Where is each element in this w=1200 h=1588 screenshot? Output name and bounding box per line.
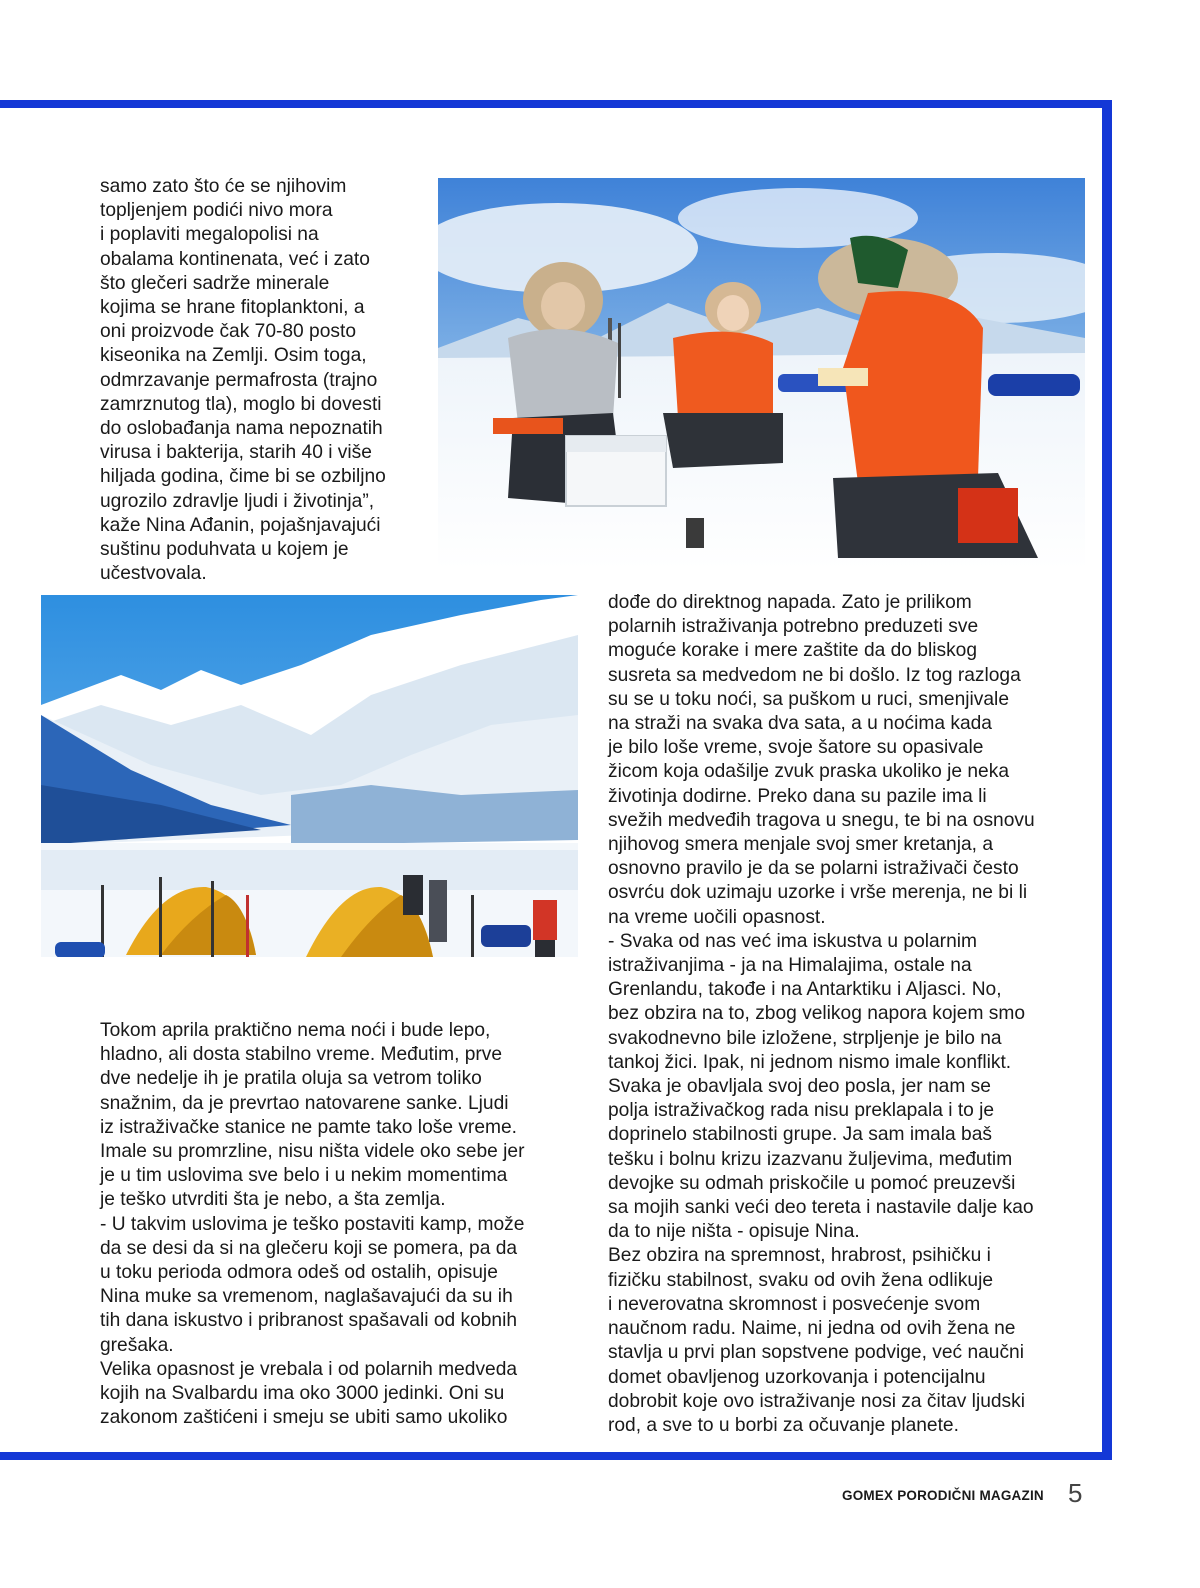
- text-line: Imale su promrzline, nisu ništa videle oko sebe jer: [100, 1141, 525, 1163]
- text-line: dođe do direktnog napada. Zato je prilikom: [608, 592, 972, 613]
- text-line: oni proizvode čak 70-80 posto: [100, 321, 356, 343]
- text-line: Bez obzira na spremnost, hrabrost, psihičku i: [608, 1245, 991, 1267]
- text-line: - Svaka od nas već ima iskustva u polarnim: [608, 930, 977, 952]
- text-line: i neverovatna skromnost i posvećenje svom: [608, 1293, 981, 1315]
- text-line: kojih na Svalbardu ima oko 3000 jedinki. Oni su: [100, 1383, 505, 1405]
- text-line: hladno, ali dosta stabilno vreme. Međutim, prve: [100, 1044, 503, 1066]
- text-line: su se u toku noći, sa puškom u ruci, smenjivale: [608, 688, 1009, 710]
- article-text-intro: [100, 175, 430, 586]
- text-line: do oslobađanja nama nepoznatih: [100, 418, 383, 440]
- text-line: kaže Nina Ađanin, pojašnjavajući: [100, 514, 381, 536]
- text-line: stavlja u prvi plan sopstvene podvige, već naučni: [608, 1342, 1024, 1364]
- text-line: što glečeri sadrže minerale: [100, 272, 330, 294]
- text-line: Tokom aprila praktično nema noći i bude lepo,: [100, 1020, 491, 1041]
- text-line: na straži na svaka dva sata, a u noćima kada: [608, 713, 992, 735]
- text-line: na vreme uočili opasnost.: [608, 906, 826, 928]
- text-line: naučnom radu. Naime, ni jedna od ovih žena ne: [608, 1318, 1016, 1340]
- text-line: devojke su odmah priskočile u pomoć preuzevši: [608, 1172, 1016, 1194]
- text-line: rod, a sve to u borbi za očuvanje planete.: [608, 1414, 959, 1436]
- page-number: 5: [1068, 1478, 1083, 1508]
- blue-frame-right: [1102, 100, 1112, 1460]
- photo-camp-tents-mountains: [41, 595, 578, 1000]
- text-line: i poplaviti megalopolisi na: [100, 224, 319, 246]
- text-line: samo zato što će se njihovim: [100, 176, 347, 197]
- text-line: je u tim uslovima sve belo i u nekim momentima: [100, 1165, 508, 1187]
- text-line: zamrznutog tla), moglo bi dovesti: [100, 393, 382, 415]
- article-text-left-bottom: [100, 1019, 580, 1430]
- text-line: fizičku stabilnost, svaku od ovih žena odlikuje: [608, 1269, 994, 1291]
- text-line: je teško utvrditi šta je nebo, a šta zemlja.: [100, 1189, 446, 1211]
- text-line: je bilo loše vreme, svoje šatore su opasivale: [608, 737, 984, 759]
- photo-researchers-on-ice: [438, 178, 1085, 570]
- text-line: dobrobit koje ovo istraživanje nosi za čitav ljudski: [608, 1390, 1026, 1412]
- blue-frame-top: [0, 100, 1112, 108]
- text-line: dve nedelje ih je pratila oluja sa vetrom toliko: [100, 1068, 482, 1090]
- text-line: u toku perioda odmora odeš od ostalih, opisuje: [100, 1262, 498, 1284]
- text-line: tih dana iskustvo i pribranost spašavali od kobnih: [100, 1310, 518, 1332]
- text-line: obalama kontinenata, već i zato: [100, 248, 370, 270]
- text-line: tankoj žici. Ipak, ni jednom nismo imale konflikt.: [608, 1051, 1012, 1073]
- text-line: polja istraživačkog rada nisu preklapala i to je: [608, 1100, 995, 1122]
- text-line: svežih medveđih tragova u snegu, te bi na osnovu: [608, 809, 1035, 831]
- text-line: osnovno pravilo je da se polarni istraživači često: [608, 858, 1019, 880]
- article-text-right: [608, 591, 1088, 1438]
- text-line: da to nije ništa - opisuje Nina.: [608, 1221, 860, 1243]
- text-line: bez obzira na to, zbog velikog napora kojem smo: [608, 1003, 1026, 1025]
- text-line: iz istraživačke stanice ne pamte tako loše vreme.: [100, 1116, 517, 1138]
- text-line: susreta sa medvedom ne bi došlo. Iz tog razloga: [608, 664, 1021, 686]
- text-line: kojima se hrane fitoplanktoni, a: [100, 297, 365, 319]
- text-line: kiseonika na Zemlji. Osim toga,: [100, 345, 367, 367]
- text-line: učestvovala.: [100, 563, 207, 585]
- text-line: ugrozilo zdravlje ljudi i životinja”,: [100, 490, 375, 512]
- text-line: sa mojih sanki veći deo tereta i nastavile dalje kao: [608, 1197, 1034, 1219]
- text-line: moguće korake i mere zaštite da do bliskog: [608, 640, 978, 662]
- text-line: topljenjem podići nivo mora: [100, 200, 333, 222]
- text-line: istraživanjima - ja na Himalajima, ostale na: [608, 955, 972, 977]
- text-line: njihovog smera menjale svoj smer kretanja, a: [608, 834, 993, 856]
- text-line: Nina muke sa vremenom, naglašavajući da su ih: [100, 1286, 513, 1308]
- text-line: zakonom zaštićeni i smeju se ubiti samo ukoliko: [100, 1407, 508, 1429]
- text-line: osvrću dok uzimaju uzorke i vrše merenja, ne bi li: [608, 882, 1028, 904]
- text-line: snažnim, da je prevrtao natovarene sanke. Ljudi: [100, 1092, 509, 1114]
- magazine-name: GOMEX PORODIČNI MAGAZIN: [842, 1488, 1044, 1503]
- text-line: domet obavljenog uzorkovanja i potencijalnu: [608, 1366, 986, 1388]
- text-line: polarnih istraživanja potrebno preduzeti sve: [608, 616, 979, 638]
- text-line: hiljada godina, čime bi se ozbiljno: [100, 466, 386, 488]
- text-line: tešku i bolnu krizu izazvanu žuljevima, međutim: [608, 1148, 1013, 1170]
- text-line: - U takvim uslovima je teško postaviti kamp, može: [100, 1213, 525, 1235]
- text-line: Velika opasnost je vrebala i od polarnih medveda: [100, 1358, 518, 1380]
- text-line: odmrzavanje permafrosta (trajno: [100, 369, 378, 391]
- text-line: da se desi da si na glečeru koji se pomera, pa da: [100, 1237, 518, 1259]
- text-line: virusa i bakterija, starih 40 i više: [100, 442, 372, 464]
- text-line: Grenlandu, takođe i na Antarktiku i Aljasci. No,: [608, 979, 1002, 1001]
- text-line: životinja dodirne. Preko dana su pazile ima li: [608, 785, 987, 807]
- blue-frame-bottom: [0, 1452, 1112, 1460]
- text-line: žicom koja odašilje zvuk praska ukoliko je neka: [608, 761, 1009, 783]
- text-line: doprinelo stabilnosti grupe. Ja sam imala baš: [608, 1124, 992, 1146]
- text-line: grešaka.: [100, 1334, 174, 1356]
- text-line: svakodnevno bile izložene, strpljenje je bilo na: [608, 1027, 1002, 1049]
- text-line: suštinu poduhvata u kojem je: [100, 539, 349, 561]
- text-line: Svaka je obavljala svoj deo posla, jer nam se: [608, 1076, 991, 1098]
